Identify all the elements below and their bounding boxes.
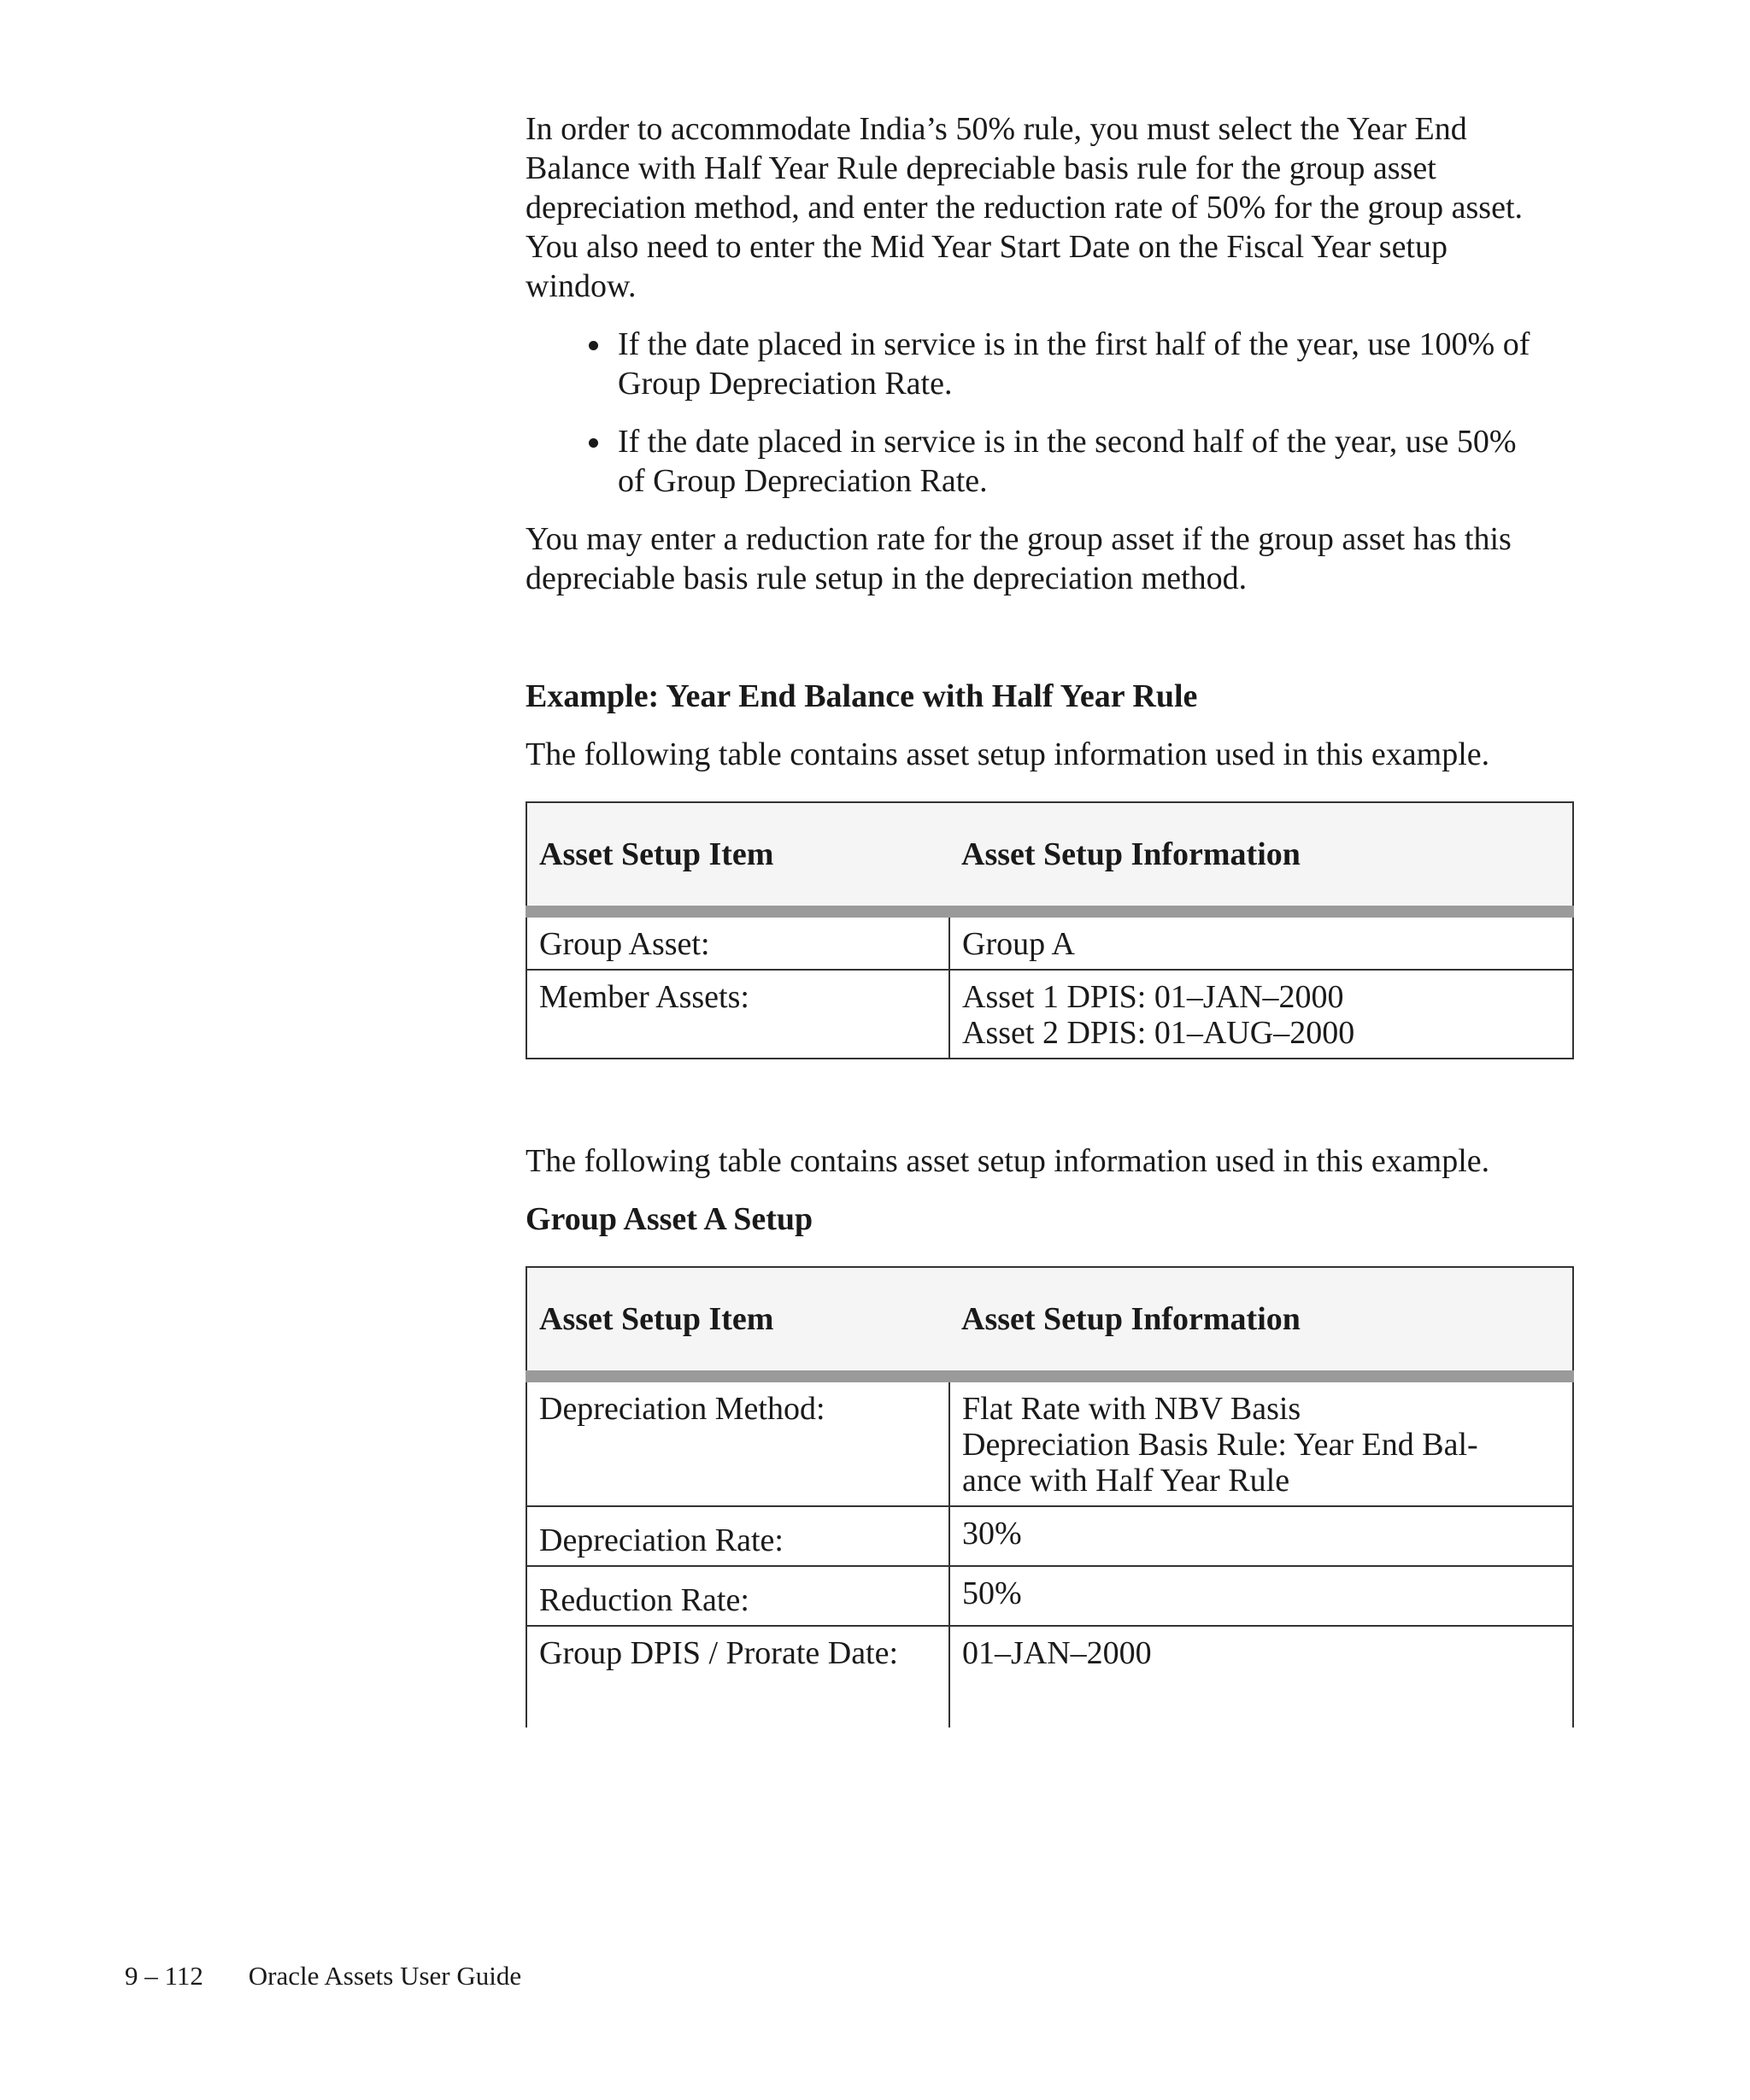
setup-info-line: 50% bbox=[962, 1575, 1022, 1611]
rule-bullet-list bbox=[526, 325, 1572, 501]
bullet-item bbox=[618, 325, 1549, 403]
setup-item-cell: Depreciation Rate: bbox=[526, 1506, 949, 1566]
table-row bbox=[526, 1506, 1573, 1566]
table-header-row bbox=[526, 1267, 1573, 1376]
setup-info-line: Flat Rate with NBV Basis bbox=[962, 1391, 1301, 1427]
table-row bbox=[526, 912, 1573, 970]
book-title: Oracle Assets User Guide bbox=[248, 1961, 522, 1991]
setup-info-line: Asset 1 DPIS: 01–JAN–2000 bbox=[962, 979, 1344, 1015]
page-number: 9 – 112 bbox=[125, 1961, 203, 1991]
table-row bbox=[526, 1626, 1573, 1728]
table2-intro: The following table contains asset setup information used in this example. bbox=[526, 1143, 1490, 1179]
setup-info-cell bbox=[949, 1376, 1573, 1506]
reduction-paragraph: You may enter a reduction rate for the group asset if the group asset has this depreciable basis rule setup in the depreciation method. bbox=[526, 521, 1512, 596]
setup-info-line: Asset 2 DPIS: 01–AUG–2000 bbox=[962, 1015, 1355, 1051]
table-row bbox=[526, 1566, 1573, 1626]
table-header-row bbox=[526, 802, 1573, 912]
setup-info-cell bbox=[949, 1566, 1573, 1626]
setup-info-cell bbox=[949, 912, 1573, 970]
column-header-item: Asset Setup Item bbox=[526, 1267, 949, 1376]
setup-info-line: 30% bbox=[962, 1516, 1022, 1552]
group-asset-heading: Group Asset A Setup bbox=[526, 1201, 813, 1237]
group-asset-setup-table bbox=[526, 1266, 1574, 1728]
setup-info-line: ance with Half Year Rule bbox=[962, 1463, 1290, 1499]
bullet-item bbox=[618, 422, 1549, 501]
setup-item-cell: Group Asset: bbox=[526, 912, 949, 970]
page-footer bbox=[125, 1961, 521, 1991]
setup-info-cell bbox=[949, 970, 1573, 1059]
setup-item-cell: Reduction Rate: bbox=[526, 1566, 949, 1626]
column-header-item: Asset Setup Item bbox=[526, 802, 949, 912]
column-header-info: Asset Setup Information bbox=[949, 1267, 1573, 1376]
setup-info-cell bbox=[949, 1626, 1573, 1728]
column-header-info: Asset Setup Information bbox=[949, 802, 1573, 912]
setup-item-cell: Group DPIS / Prorate Date: bbox=[526, 1626, 949, 1728]
setup-info-line: Depreciation Basis Rule: Year End Bal- bbox=[962, 1427, 1478, 1463]
setup-item-cell: Depreciation Method: bbox=[526, 1376, 949, 1506]
page-content bbox=[526, 109, 1572, 1728]
bullet-dot-icon bbox=[589, 438, 598, 448]
table1-intro: The following table contains asset setup information used in this example. bbox=[526, 736, 1490, 772]
setup-info-line: 01–JAN–2000 bbox=[962, 1635, 1152, 1671]
setup-info-line: Group A bbox=[962, 926, 1075, 962]
setup-item-cell: Member Assets: bbox=[526, 970, 949, 1059]
bullet-dot-icon bbox=[589, 341, 598, 350]
asset-setup-table bbox=[526, 801, 1574, 1059]
example-heading: Example: Year End Balance with Half Year Rule bbox=[526, 678, 1198, 714]
setup-info-cell bbox=[949, 1506, 1573, 1566]
bullet-text: If the date placed in service is in the second half of the year, use 50% of Group Depreciation Rate. bbox=[618, 424, 1517, 499]
table-row bbox=[526, 970, 1573, 1059]
table-row bbox=[526, 1376, 1573, 1506]
bullet-text: If the date placed in service is in the first half of the year, use 100% of Group Depreciation Rate. bbox=[618, 326, 1530, 402]
intro-paragraph: In order to accommodate India’s 50% rule, you must select the Year End Balance with Half Year Rule depreciable basis rule for the group asset depreciation method, and enter the reduction rate of 50% for the group asset. You also need to enter the Mid Year Start Date on the Fiscal Year setup window. bbox=[526, 111, 1524, 304]
